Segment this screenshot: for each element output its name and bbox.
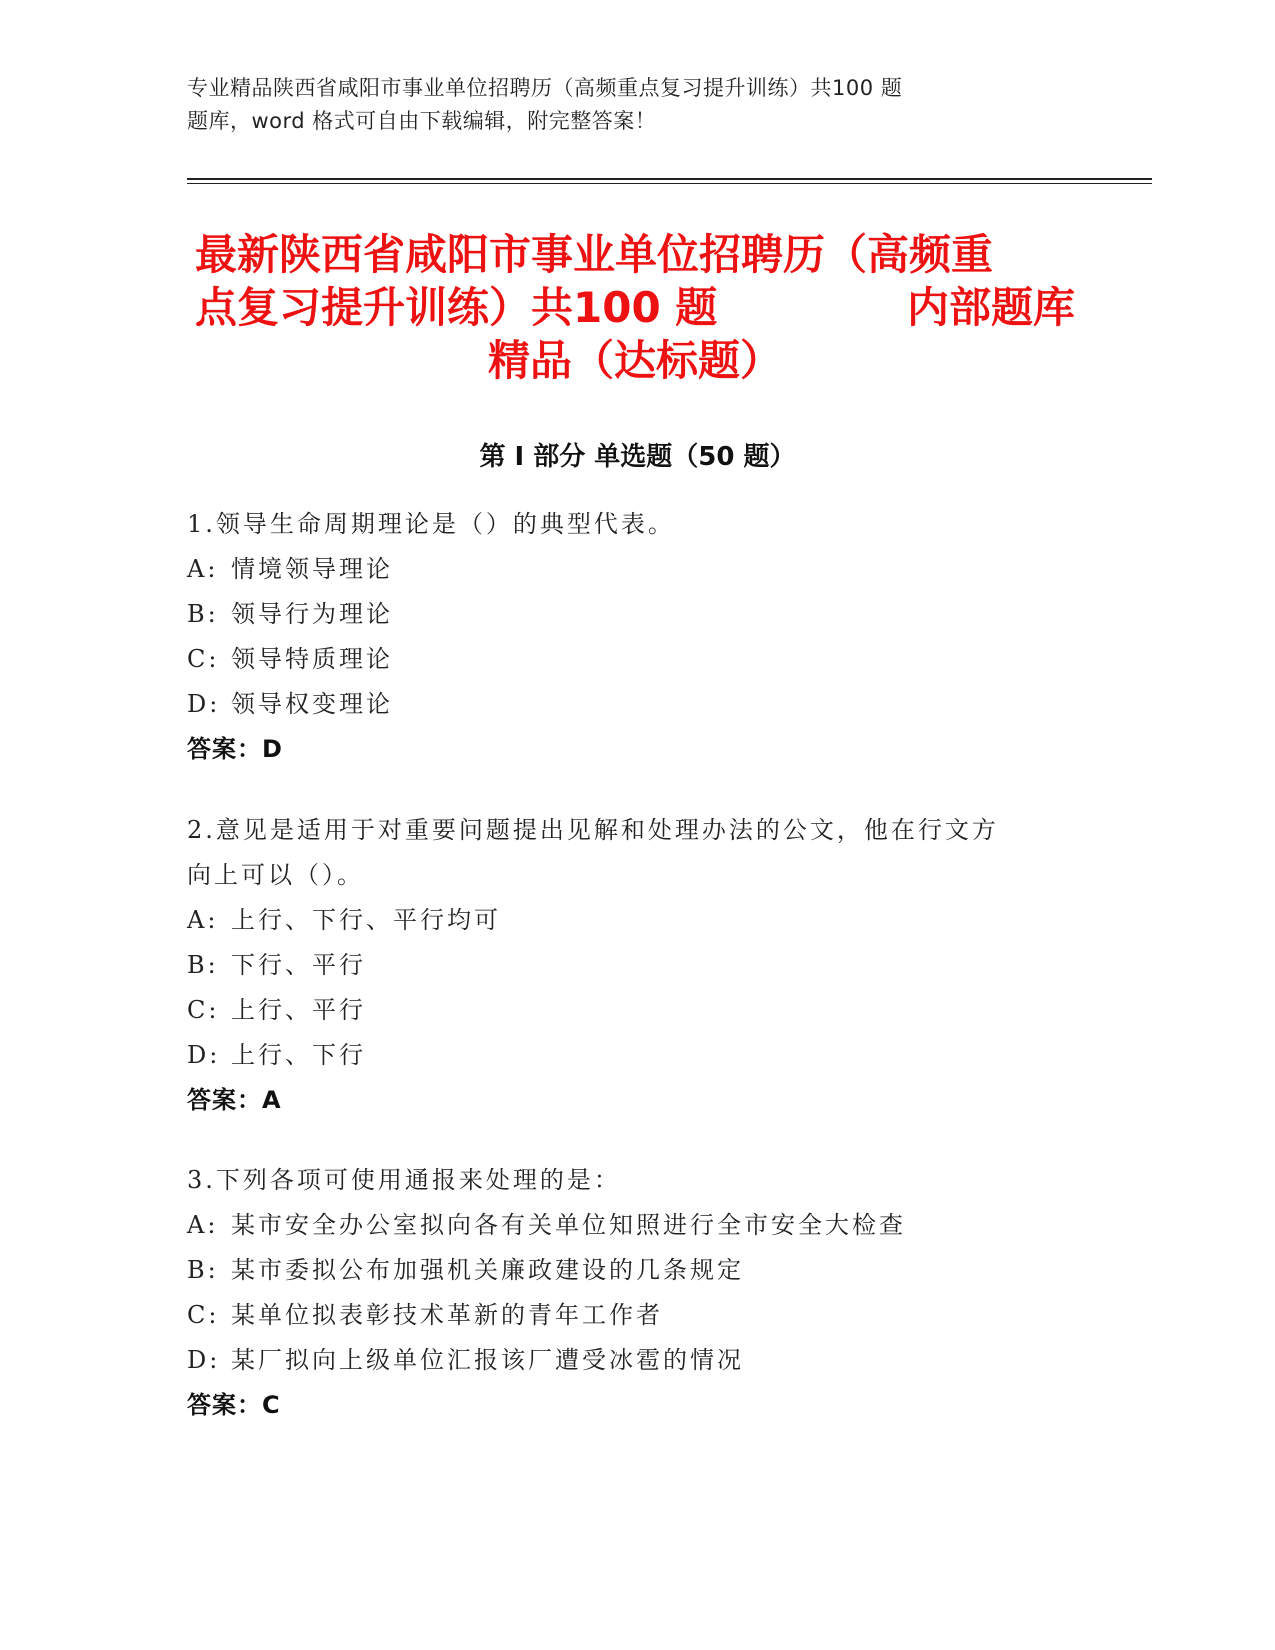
option-label: C: [187, 1301, 220, 1329]
option-label: B: [187, 951, 219, 979]
answer: 答案：A [187, 1086, 282, 1114]
option-c [187, 1293, 1067, 1338]
title-line [195, 281, 1075, 334]
option-b [187, 592, 1067, 637]
document-title [195, 228, 1075, 387]
option-b [187, 1248, 1067, 1293]
option-a [187, 547, 1067, 592]
option-d [187, 682, 1067, 727]
title-line-part: 内部题库 [906, 283, 1075, 332]
option-a [187, 1203, 1067, 1248]
option-d [187, 1033, 1067, 1078]
option-label: D: [187, 1041, 221, 1069]
answer: 答案：C [187, 1391, 281, 1419]
option-text: 某厂拟向上级单位汇报该厂遭受冰雹的情况 [231, 1346, 744, 1374]
title-line: 最新陕西省咸阳市事业单位招聘历（高频重 [195, 230, 994, 279]
option-text: 领导特质理论 [231, 645, 393, 673]
question-stem: 2.意见是适用于对重要问题提出见解和处理办法的公文，他在行文方 [187, 816, 999, 844]
option-label: D: [187, 1346, 221, 1374]
option-c [187, 637, 1067, 682]
option-text: 领导行为理论 [231, 600, 393, 628]
option-label: B: [187, 600, 219, 628]
option-text: 下行、平行 [231, 951, 366, 979]
option-label: C: [187, 645, 220, 673]
option-label: A: [187, 1211, 219, 1239]
option-text: 上行、平行 [231, 996, 366, 1024]
option-text: 上行、下行 [231, 1041, 366, 1069]
option-label: D: [187, 690, 221, 718]
header-note-line: 专业精品陕西省咸阳市事业单位招聘历（高频重点复习提升训练）共100 题 [187, 76, 903, 100]
question-1 [187, 502, 1067, 772]
option-text: 某市安全办公室拟向各有关单位知照进行全市安全大检查 [231, 1211, 906, 1239]
section-heading: 第 I 部分 单选题（50 题） [479, 442, 796, 472]
option-text: 某单位拟表彰技术革新的青年工作者 [231, 1301, 663, 1329]
answer: 答案：D [187, 735, 283, 763]
question-stem: 3.下列各项可使用通报来处理的是： [187, 1166, 621, 1194]
header-note [187, 72, 1007, 138]
question-stem: 向上可以（）。 [187, 861, 364, 889]
question-stem: 1.领导生命周期理论是（）的典型代表。 [187, 510, 675, 538]
header-divider [187, 178, 1152, 180]
question-3 [187, 1158, 1067, 1428]
header-note-line: 题库，word 格式可自由下载编辑，附完整答案！ [187, 109, 657, 133]
option-text: 领导权变理论 [231, 690, 393, 718]
title-line-part: 点复习提升训练）共100 题 [195, 283, 718, 332]
option-text: 情境领导理论 [231, 555, 393, 583]
option-b [187, 943, 1067, 988]
option-label: C: [187, 996, 220, 1024]
option-a [187, 898, 1067, 943]
title-line: 精品（达标题） [487, 336, 782, 385]
option-d [187, 1338, 1067, 1383]
option-c [187, 988, 1067, 1033]
option-text: 某市委拟公布加强机关廉政建设的几条规定 [231, 1256, 744, 1284]
question-2 [187, 808, 1067, 1123]
option-text: 上行、下行、平行均可 [231, 906, 501, 934]
header-divider-thin [187, 183, 1152, 184]
option-label: A: [187, 555, 219, 583]
option-label: B: [187, 1256, 219, 1284]
option-label: A: [187, 906, 219, 934]
